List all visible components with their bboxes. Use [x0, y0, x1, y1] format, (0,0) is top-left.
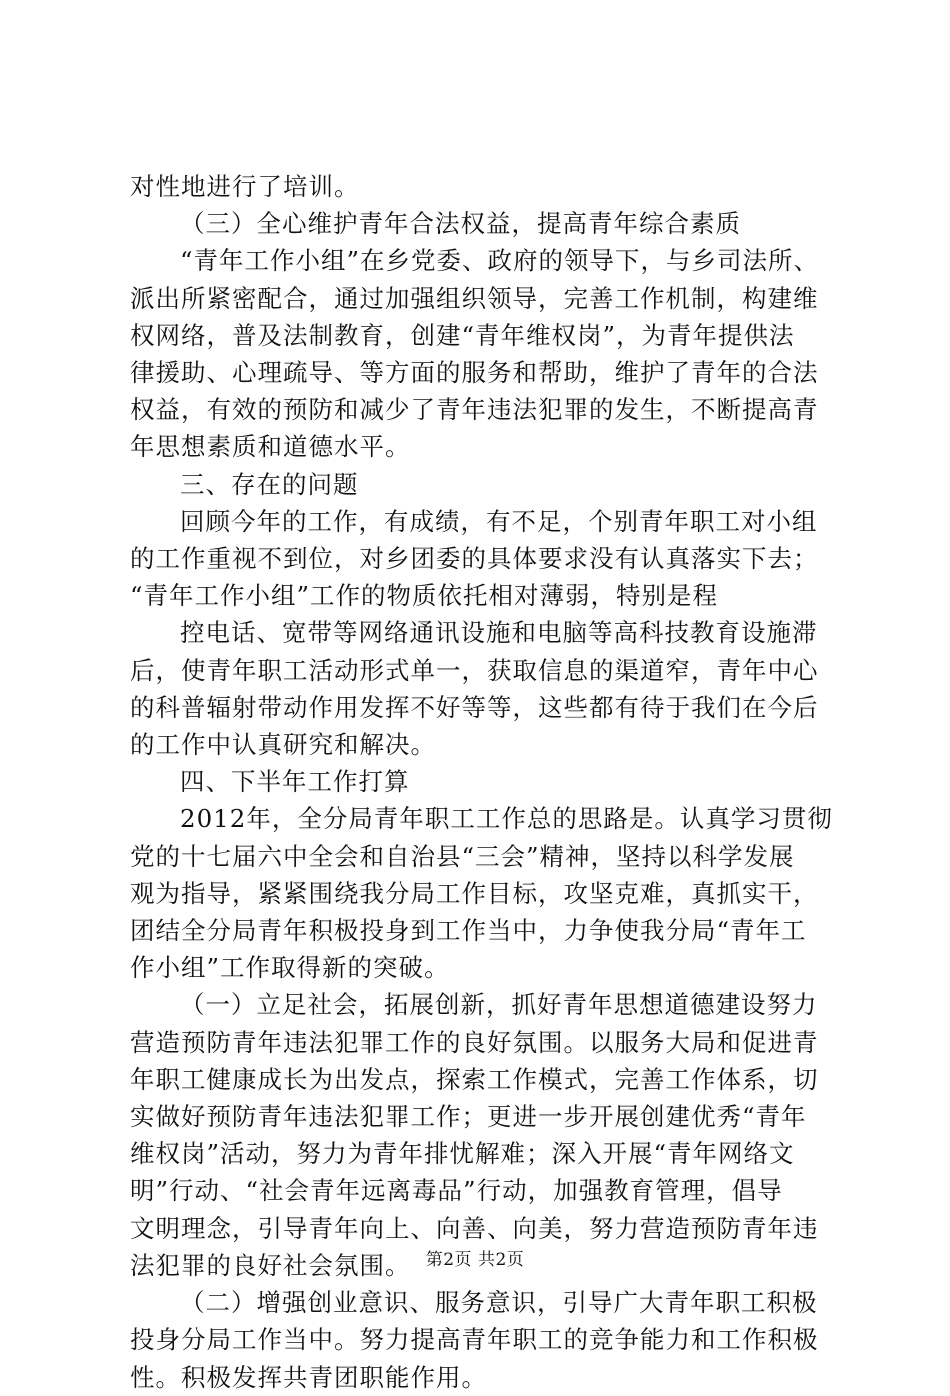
- text-line: 派出所紧密配合，通过加强组织领导，完善工作机制，构建维: [130, 283, 819, 313]
- page-footer: [0, 1245, 950, 1270]
- text-line: 权益，有效的预防和减少了青年违法犯罪的发生，不断提高青: [130, 395, 819, 425]
- text-line: 观为指导，紧紧围绕我分局工作目标，攻坚克难，真抓实干，: [130, 878, 819, 908]
- section-heading-problems: 三、存在的问题: [180, 469, 359, 499]
- text-line: 文明理念，引导青年向上、向善、向美，努力营造预防青年违: [130, 1213, 819, 1243]
- text-line: 的科普辐射带动作用发挥不好等等，这些都有待于我们在今后: [130, 692, 819, 722]
- text-line: 2012年，全分局青年职工工作总的思路是。认真学习贯彻: [180, 804, 833, 834]
- text-line: 年职工健康成长为出发点，探索工作模式，完善工作体系，切: [130, 1064, 819, 1094]
- section-heading-plans: 四、下半年工作打算: [180, 767, 410, 797]
- text-line: 党的十七届六中全会和自治县“三会”精神，坚持以科学发展: [130, 841, 795, 871]
- text-line: 明”行动、“社会青年远离毒品”行动，加强教育管理，倡导: [130, 1176, 783, 1206]
- text-line: 作小组”工作取得新的突破。: [130, 953, 450, 983]
- text-line: 实做好预防青年违法犯罪工作；更进一步开展创建优秀“青年: [130, 1102, 807, 1132]
- text-line: 控电话、宽带等网络通讯设施和电脑等高科技教育设施滞: [180, 618, 818, 648]
- text-line: 投身分局工作当中。努力提高青年职工的竞争能力和工作积极: [130, 1325, 819, 1355]
- text-line: “青年工作小组”在乡党委、政府的领导下，与乡司法所、: [180, 246, 820, 276]
- text-line: 的工作中认真研究和解决。: [130, 730, 436, 760]
- page-number: 第2页 共2页: [425, 1250, 525, 1270]
- text-line: 律援助、心理疏导、等方面的服务和帮助，维护了青年的合法: [130, 358, 819, 388]
- text-line: 营造预防青年违法犯罪工作的良好氛围。以服务大局和促进青: [130, 1027, 819, 1057]
- section-heading-3: （三）全心维护青年合法权益，提高青年综合素质: [180, 209, 741, 239]
- document-body: [130, 168, 833, 1396]
- text-line: 维权岗”活动，努力为青年排忧解难；深入开展“青年网络文: [130, 1139, 795, 1169]
- text-line: 的工作重视不到位，对乡团委的具体要求没有认真落实下去；: [130, 544, 819, 574]
- text-line: 权网络，普及法制教育，创建“青年维权岗”，为青年提供法: [130, 320, 795, 350]
- text-line: 回顾今年的工作，有成绩，有不足，个别青年职工对小组: [180, 506, 818, 536]
- text-line: 对性地进行了培训。: [130, 172, 360, 201]
- text-line: 后，使青年职工活动形式单一，获取信息的渠道窄，青年中心: [130, 655, 819, 685]
- text-line: （二）增强创业意识、服务意识，引导广大青年职工积极: [180, 1288, 818, 1318]
- text-line: 团结全分局青年积极投身到工作当中，力争使我分局“青年工: [130, 916, 807, 946]
- text-line: 法犯罪的良好社会氛围。: [130, 1250, 411, 1280]
- text-line: 性。积极发挥共青团职能作用。: [130, 1362, 487, 1392]
- text-line: 年思想素质和道德水平。: [130, 432, 411, 462]
- text-line: （一）立足社会，拓展创新，抓好青年思想道德建设努力: [180, 990, 818, 1020]
- text-line: “青年工作小组”工作的物质依托相对薄弱，特别是程: [130, 581, 719, 611]
